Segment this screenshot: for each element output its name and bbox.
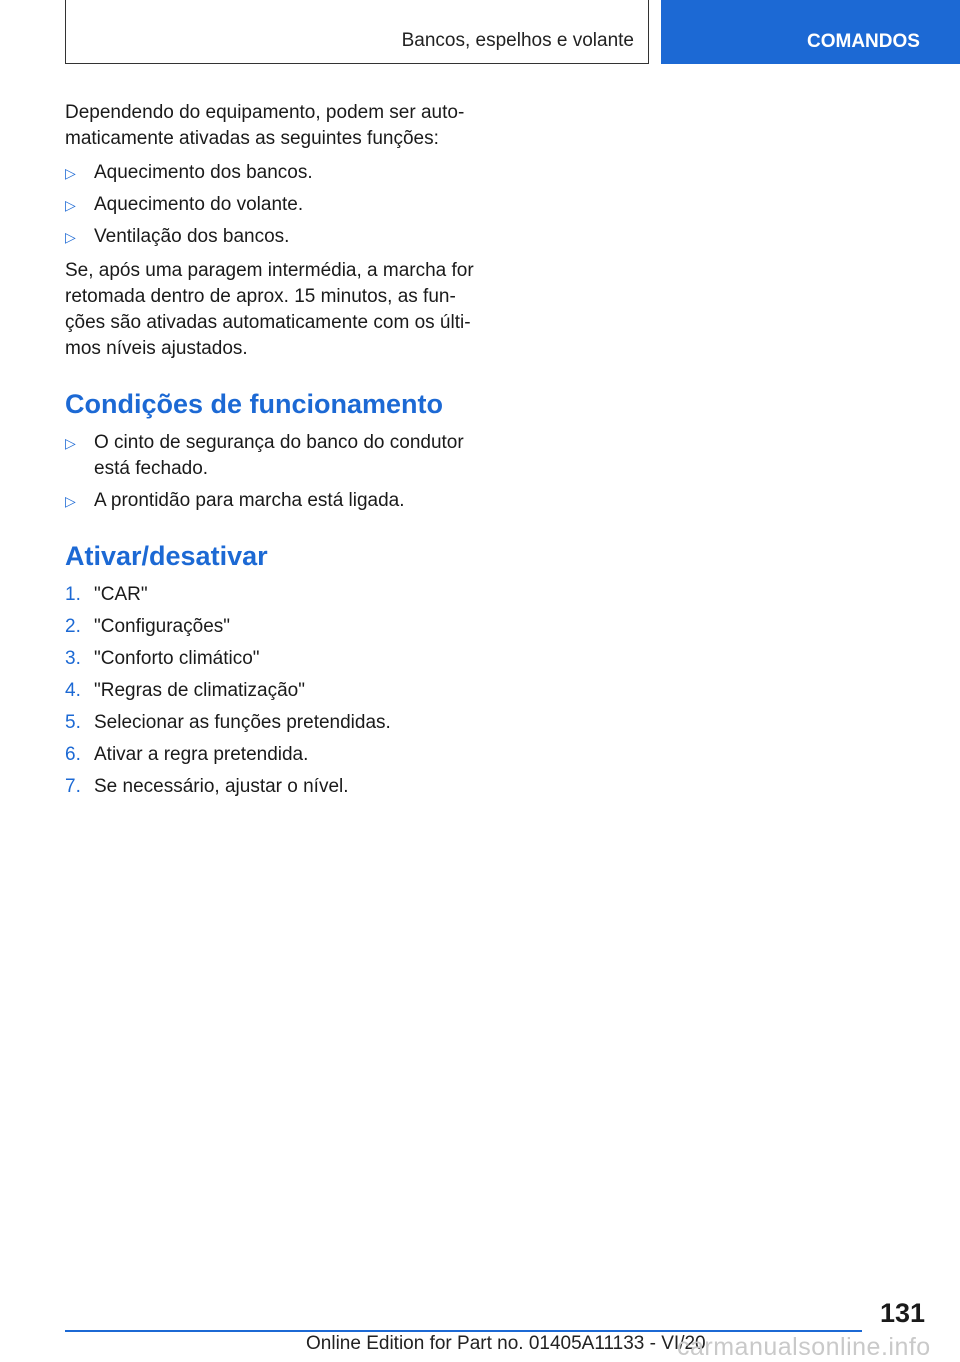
list-item: ▷ A prontidão para marcha está ligada. — [65, 488, 485, 514]
list-item: ▷ Aquecimento dos bancos. — [65, 160, 485, 186]
heading-activate: Ativar/desativar — [65, 541, 268, 571]
step-number: 7. — [65, 776, 81, 797]
section-title: Bancos, espelhos e volante — [401, 30, 634, 51]
triangle-bullet-icon: ▷ — [65, 435, 76, 451]
resume-paragraph: Se, após uma paragem intermédia, a marcha for retomada dentro de aprox. 15 minutos, as fun-ções são ativadas automaticamente com os últi-mos níveis ajustados. — [65, 260, 474, 359]
footer-edition: Online Edition for Part no. 01405A11133 - VI/20 — [306, 1333, 706, 1354]
page-number: 131 — [880, 1298, 926, 1328]
step-item: 4. "Regras de climatização" — [65, 678, 485, 704]
list-item: ▷ Ventilação dos bancos. — [65, 224, 485, 250]
step-item: 1. "CAR" — [65, 582, 485, 608]
step-number: 6. — [65, 744, 81, 765]
watermark: carmanualsonline.info — [677, 1333, 931, 1361]
triangle-bullet-icon: ▷ — [65, 197, 76, 213]
step-item: 2. "Configurações" — [65, 614, 485, 640]
list-item: ▷ O cinto de segurança do banco do condutor está fechado. — [65, 432, 464, 479]
auto-functions-list — [65, 160, 485, 250]
header-box — [65, 0, 649, 64]
step-number: 4. — [65, 680, 81, 701]
heading-conditions: Condições de funcionamento — [65, 389, 444, 419]
triangle-bullet-icon: ▷ — [65, 165, 76, 181]
step-item: 7. Se necessário, ajustar o nível. — [65, 774, 485, 800]
triangle-bullet-icon: ▷ — [65, 493, 76, 509]
footer-divider — [65, 1330, 862, 1332]
intro-paragraph: Dependendo do equipamento, podem ser auto-maticamente ativadas as seguintes funções: — [65, 102, 465, 149]
conditions-list — [65, 430, 485, 514]
activate-steps — [65, 582, 485, 800]
step-item: 6. Ativar a regra pretendida. — [65, 742, 485, 768]
list-item: ▷ Aquecimento do volante. — [65, 192, 485, 218]
step-number: 3. — [65, 648, 81, 669]
step-item: 3. "Conforto climático" — [65, 646, 485, 672]
chapter-tab — [661, 0, 960, 64]
step-item: 5. Selecionar as funções pretendidas. — [65, 710, 485, 736]
step-number: 5. — [65, 712, 81, 733]
triangle-bullet-icon: ▷ — [65, 229, 76, 245]
main-content — [65, 100, 485, 806]
step-number: 2. — [65, 616, 81, 637]
step-number: 1. — [65, 584, 81, 605]
chapter-tab-label: COMANDOS — [807, 31, 920, 52]
